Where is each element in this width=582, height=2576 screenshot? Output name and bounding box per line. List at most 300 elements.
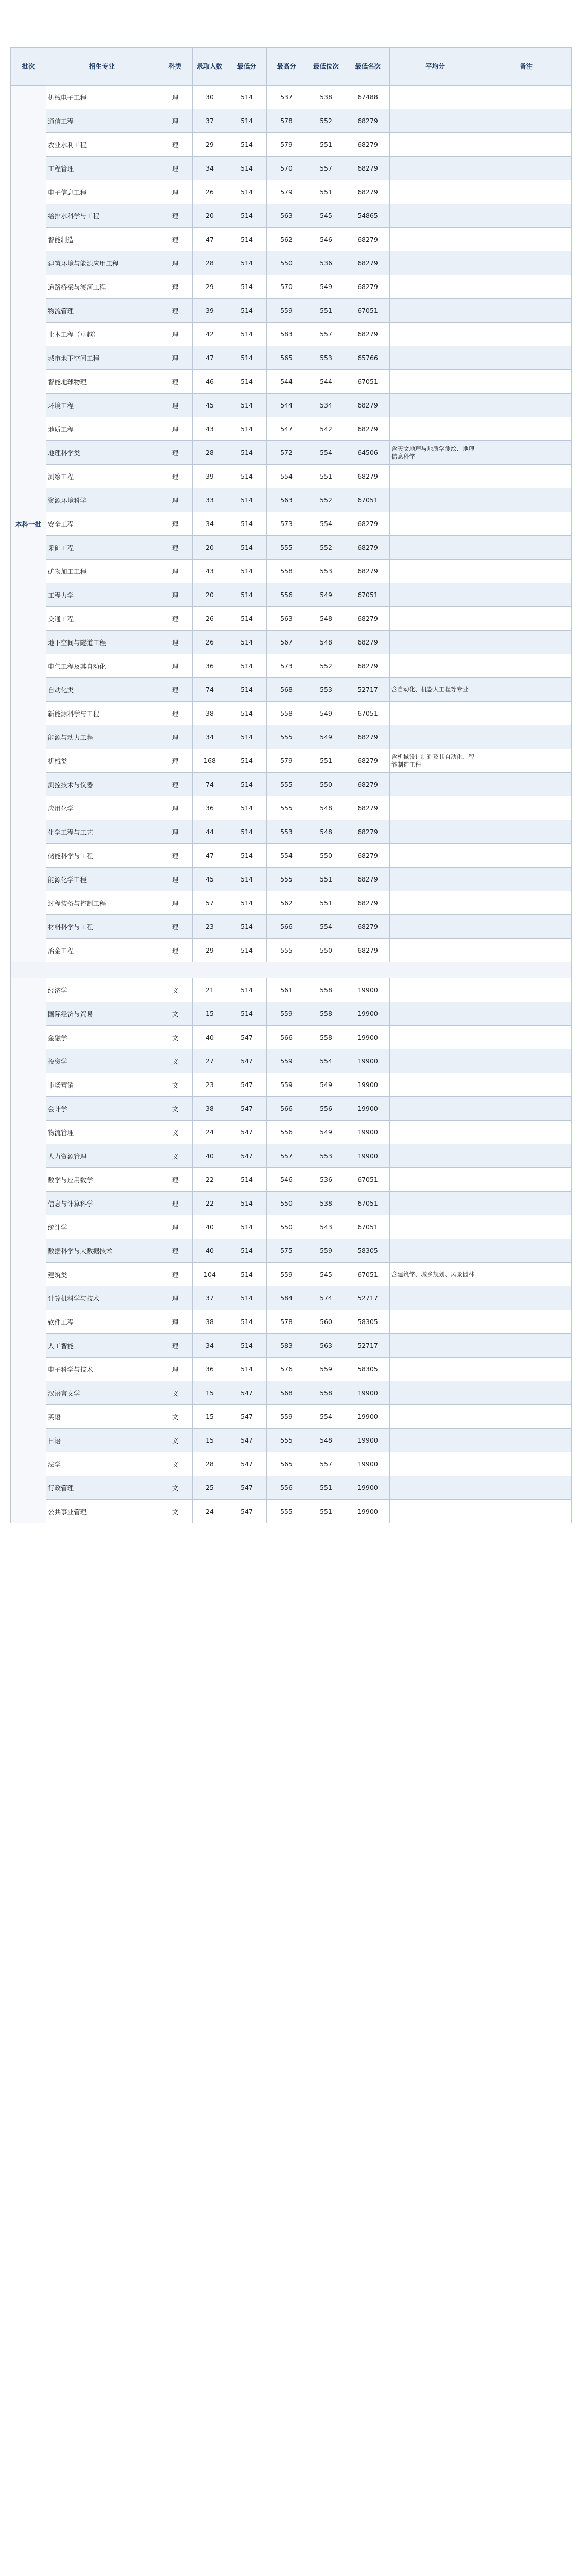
subject-cell: 文 [158, 1026, 193, 1049]
min-rank-cell: 68279 [346, 939, 390, 962]
table-row [11, 1263, 572, 1286]
min-rank-cell: 67051 [346, 1192, 390, 1215]
max-score-cell: 550 [267, 251, 306, 275]
min-rank-cell: 67051 [346, 1263, 390, 1286]
max-score-cell: 547 [267, 417, 306, 441]
rank-cell: 558 [306, 978, 346, 1002]
max-score-cell: 555 [267, 868, 306, 891]
max-score-cell: 561 [267, 978, 306, 1002]
rank-cell: 551 [306, 1500, 346, 1523]
subject-cell: 文 [158, 1405, 193, 1429]
major-cell: 金融学 [46, 1026, 158, 1049]
avg-cell [390, 228, 481, 251]
subject-cell: 理 [158, 891, 193, 915]
min-rank-cell: 68279 [346, 465, 390, 488]
subject-cell: 理 [158, 820, 193, 844]
plan-cell: 104 [193, 1263, 227, 1286]
avg-cell [390, 1097, 481, 1121]
major-cell: 智能地球物理 [46, 370, 158, 394]
rank-cell: 554 [306, 512, 346, 536]
major-cell: 数学与应用数学 [46, 1168, 158, 1192]
max-score-cell: 566 [267, 915, 306, 939]
max-score-cell: 556 [267, 583, 306, 607]
plan-cell: 34 [193, 157, 227, 180]
min-rank-cell: 19900 [346, 1097, 390, 1121]
plan-cell: 47 [193, 228, 227, 251]
table-row [11, 820, 572, 844]
avg-cell [390, 725, 481, 749]
min-rank-cell: 68279 [346, 157, 390, 180]
plan-cell: 38 [193, 702, 227, 725]
min-score-cell: 514 [227, 868, 267, 891]
table-row [11, 488, 572, 512]
min-score-cell: 514 [227, 323, 267, 346]
min-rank-cell: 68279 [346, 891, 390, 915]
min-score-cell: 514 [227, 251, 267, 275]
remark-cell [481, 228, 572, 251]
table-row [11, 228, 572, 251]
min-rank-cell: 19900 [346, 1144, 390, 1168]
subject-cell: 理 [158, 725, 193, 749]
rank-cell: 549 [306, 1121, 346, 1144]
min-rank-cell: 58305 [346, 1239, 390, 1263]
rank-cell: 545 [306, 204, 346, 228]
subject-cell: 理 [158, 1239, 193, 1263]
min-score-cell: 514 [227, 536, 267, 560]
subject-cell: 理 [158, 228, 193, 251]
avg-cell [390, 346, 481, 370]
min-rank-cell: 68279 [346, 275, 390, 299]
table-row [11, 1097, 572, 1121]
remark-cell [481, 1144, 572, 1168]
major-cell: 新能源科学与工程 [46, 702, 158, 725]
col-max: 最高分 [267, 48, 306, 86]
major-cell: 经济学 [46, 978, 158, 1002]
max-score-cell: 559 [267, 1405, 306, 1429]
min-score-cell: 547 [227, 1500, 267, 1523]
max-score-cell: 579 [267, 133, 306, 157]
table-row [11, 417, 572, 441]
plan-cell: 74 [193, 678, 227, 702]
plan-cell: 38 [193, 1310, 227, 1334]
max-score-cell: 583 [267, 1334, 306, 1358]
remark-cell [481, 417, 572, 441]
min-rank-cell: 19900 [346, 1500, 390, 1523]
plan-cell: 21 [193, 978, 227, 1002]
table-row [11, 844, 572, 868]
remark-cell [481, 844, 572, 868]
min-score-cell: 514 [227, 796, 267, 820]
rank-cell: 559 [306, 1239, 346, 1263]
avg-cell [390, 1452, 481, 1476]
remark-cell [481, 465, 572, 488]
major-cell: 投资学 [46, 1049, 158, 1073]
rank-cell: 551 [306, 180, 346, 204]
rank-cell: 548 [306, 1429, 346, 1452]
avg-cell [390, 1026, 481, 1049]
max-score-cell: 563 [267, 607, 306, 631]
table-row [11, 1121, 572, 1144]
table-row [11, 323, 572, 346]
subject-cell: 理 [158, 394, 193, 417]
min-score-cell: 514 [227, 1263, 267, 1286]
min-rank-cell: 68279 [346, 844, 390, 868]
major-cell: 建筑环境与能源应用工程 [46, 251, 158, 275]
plan-cell: 36 [193, 654, 227, 678]
min-score-cell: 514 [227, 394, 267, 417]
avg-cell [390, 1429, 481, 1452]
plan-cell: 29 [193, 939, 227, 962]
remark-cell [481, 1310, 572, 1334]
major-cell: 工程力学 [46, 583, 158, 607]
avg-cell [390, 583, 481, 607]
remark-cell [481, 1002, 572, 1026]
min-score-cell: 514 [227, 417, 267, 441]
major-cell: 信息与计算科学 [46, 1192, 158, 1215]
table-row [11, 370, 572, 394]
remark-cell [481, 1192, 572, 1215]
remark-cell [481, 915, 572, 939]
table-row [11, 891, 572, 915]
plan-cell: 168 [193, 749, 227, 773]
min-rank-cell: 19900 [346, 1429, 390, 1452]
plan-cell: 22 [193, 1168, 227, 1192]
major-cell: 法学 [46, 1452, 158, 1476]
plan-cell: 15 [193, 1381, 227, 1405]
remark-cell [481, 204, 572, 228]
avg-cell [390, 86, 481, 109]
plan-cell: 28 [193, 1452, 227, 1476]
remark-cell [481, 1215, 572, 1239]
subject-cell: 理 [158, 773, 193, 796]
min-rank-cell: 54865 [346, 204, 390, 228]
max-score-cell: 546 [267, 1168, 306, 1192]
min-score-cell: 514 [227, 978, 267, 1002]
avg-cell [390, 1002, 481, 1026]
subject-cell: 文 [158, 1097, 193, 1121]
subject-cell: 理 [158, 939, 193, 962]
min-score-cell: 514 [227, 1215, 267, 1239]
min-score-cell: 514 [227, 465, 267, 488]
plan-cell: 45 [193, 868, 227, 891]
table-row [11, 560, 572, 583]
major-cell: 电子科学与技术 [46, 1358, 158, 1381]
max-score-cell: 562 [267, 891, 306, 915]
table-body [11, 86, 572, 1523]
min-score-cell: 547 [227, 1381, 267, 1405]
major-cell: 测绘工程 [46, 465, 158, 488]
plan-cell: 30 [193, 86, 227, 109]
rank-cell: 549 [306, 583, 346, 607]
plan-cell: 34 [193, 725, 227, 749]
subject-cell: 文 [158, 1381, 193, 1405]
major-cell: 材料科学与工程 [46, 915, 158, 939]
subject-cell: 理 [158, 251, 193, 275]
max-score-cell: 556 [267, 1121, 306, 1144]
min-score-cell: 514 [227, 891, 267, 915]
min-score-cell: 514 [227, 844, 267, 868]
subject-cell: 理 [158, 607, 193, 631]
remark-cell [481, 512, 572, 536]
min-score-cell: 514 [227, 299, 267, 323]
major-cell: 物流管理 [46, 299, 158, 323]
max-score-cell: 558 [267, 702, 306, 725]
min-rank-cell: 64506 [346, 441, 390, 465]
remark-cell [481, 1334, 572, 1358]
max-score-cell: 559 [267, 1263, 306, 1286]
min-score-cell: 547 [227, 1026, 267, 1049]
max-score-cell: 555 [267, 536, 306, 560]
subject-cell: 理 [158, 749, 193, 773]
min-score-cell: 514 [227, 180, 267, 204]
table-row [11, 1002, 572, 1026]
major-cell: 储能科学与工程 [46, 844, 158, 868]
min-score-cell: 514 [227, 441, 267, 465]
major-cell: 土木工程（卓越） [46, 323, 158, 346]
min-score-cell: 514 [227, 607, 267, 631]
remark-cell [481, 157, 572, 180]
batch-cell: 本科一批 [11, 86, 46, 962]
min-rank-cell: 68279 [346, 251, 390, 275]
major-cell: 安全工程 [46, 512, 158, 536]
max-score-cell: 576 [267, 1358, 306, 1381]
rank-cell: 545 [306, 1263, 346, 1286]
rank-cell: 548 [306, 607, 346, 631]
avg-cell [390, 560, 481, 583]
min-score-cell: 514 [227, 702, 267, 725]
plan-cell: 40 [193, 1026, 227, 1049]
avg-cell [390, 1476, 481, 1500]
major-cell: 人力资源管理 [46, 1144, 158, 1168]
major-cell: 软件工程 [46, 1310, 158, 1334]
major-cell: 汉语言文学 [46, 1381, 158, 1405]
table-row [11, 1073, 572, 1097]
table-row [11, 678, 572, 702]
max-score-cell: 573 [267, 654, 306, 678]
rank-cell: 550 [306, 773, 346, 796]
remark-cell [481, 796, 572, 820]
subject-cell: 理 [158, 275, 193, 299]
avg-cell [390, 1334, 481, 1358]
min-score-cell: 547 [227, 1429, 267, 1452]
rank-cell: 552 [306, 536, 346, 560]
plan-cell: 27 [193, 1049, 227, 1073]
separator-cell [11, 962, 572, 978]
subject-cell: 文 [158, 1121, 193, 1144]
plan-cell: 29 [193, 133, 227, 157]
min-score-cell: 514 [227, 820, 267, 844]
min-score-cell: 514 [227, 678, 267, 702]
plan-cell: 40 [193, 1239, 227, 1263]
remark-cell [481, 1429, 572, 1452]
major-cell: 机械电子工程 [46, 86, 158, 109]
subject-cell: 理 [158, 133, 193, 157]
plan-cell: 37 [193, 1286, 227, 1310]
max-score-cell: 584 [267, 1286, 306, 1310]
major-cell: 矿物加工工程 [46, 560, 158, 583]
max-score-cell: 559 [267, 1002, 306, 1026]
plan-cell: 34 [193, 512, 227, 536]
avg-cell [390, 1286, 481, 1310]
table-row [11, 299, 572, 323]
plan-cell: 46 [193, 370, 227, 394]
min-score-cell: 547 [227, 1049, 267, 1073]
major-cell: 物流管理 [46, 1121, 158, 1144]
min-score-cell: 547 [227, 1476, 267, 1500]
min-rank-cell: 58305 [346, 1310, 390, 1334]
table-row [11, 631, 572, 654]
table-row [11, 1358, 572, 1381]
max-score-cell: 559 [267, 1073, 306, 1097]
avg-cell [390, 631, 481, 654]
subject-cell: 文 [158, 1500, 193, 1523]
subject-cell: 理 [158, 1215, 193, 1239]
remark-cell [481, 394, 572, 417]
major-cell: 农业水利工程 [46, 133, 158, 157]
remark-cell [481, 654, 572, 678]
max-score-cell: 563 [267, 204, 306, 228]
min-score-cell: 514 [227, 1334, 267, 1358]
avg-cell [390, 370, 481, 394]
avg-cell [390, 1405, 481, 1429]
avg-cell [390, 702, 481, 725]
major-cell: 数据科学与大数据技术 [46, 1239, 158, 1263]
max-score-cell: 554 [267, 465, 306, 488]
subject-cell: 理 [158, 346, 193, 370]
min-rank-cell: 19900 [346, 1026, 390, 1049]
major-cell: 英语 [46, 1405, 158, 1429]
avg-cell [390, 915, 481, 939]
plan-cell: 22 [193, 1192, 227, 1215]
min-rank-cell: 52717 [346, 1334, 390, 1358]
plan-cell: 34 [193, 1334, 227, 1358]
avg-cell [390, 133, 481, 157]
min-score-cell: 514 [227, 488, 267, 512]
min-score-cell: 514 [227, 915, 267, 939]
avg-cell [390, 1500, 481, 1523]
rank-cell: 550 [306, 939, 346, 962]
min-score-cell: 514 [227, 1192, 267, 1215]
major-cell: 计算机科学与技术 [46, 1286, 158, 1310]
table-row [11, 512, 572, 536]
min-score-cell: 514 [227, 275, 267, 299]
plan-cell: 20 [193, 583, 227, 607]
avg-cell: 含天文地理与地质学测绘、地理信息科学 [390, 441, 481, 465]
max-score-cell: 566 [267, 1097, 306, 1121]
avg-cell [390, 820, 481, 844]
table-row [11, 607, 572, 631]
remark-cell [481, 1239, 572, 1263]
major-cell: 给排水科学与工程 [46, 204, 158, 228]
table-row [11, 1192, 572, 1215]
major-cell: 建筑类 [46, 1263, 158, 1286]
subject-cell: 理 [158, 323, 193, 346]
min-score-cell: 547 [227, 1144, 267, 1168]
table-row [11, 1381, 572, 1405]
min-rank-cell: 52717 [346, 678, 390, 702]
rank-cell: 554 [306, 915, 346, 939]
col-major: 招生专业 [46, 48, 158, 86]
subject-cell: 理 [158, 299, 193, 323]
min-rank-cell: 19900 [346, 1002, 390, 1026]
avg-cell [390, 465, 481, 488]
avg-cell [390, 978, 481, 1002]
max-score-cell: 555 [267, 773, 306, 796]
major-cell: 统计学 [46, 1215, 158, 1239]
major-cell: 行政管理 [46, 1476, 158, 1500]
min-score-cell: 514 [227, 1168, 267, 1192]
rank-cell: 551 [306, 891, 346, 915]
plan-cell: 20 [193, 536, 227, 560]
plan-cell: 43 [193, 560, 227, 583]
plan-cell: 57 [193, 891, 227, 915]
remark-cell [481, 1168, 572, 1192]
remark-cell [481, 1500, 572, 1523]
remark-cell [481, 536, 572, 560]
rank-cell: 544 [306, 370, 346, 394]
plan-cell: 39 [193, 465, 227, 488]
min-score-cell: 514 [227, 86, 267, 109]
rank-cell: 534 [306, 394, 346, 417]
subject-cell: 理 [158, 536, 193, 560]
table-row [11, 441, 572, 465]
remark-cell [481, 1358, 572, 1381]
subject-cell: 理 [158, 1168, 193, 1192]
remark-cell [481, 607, 572, 631]
plan-cell: 39 [193, 299, 227, 323]
rank-cell: 551 [306, 465, 346, 488]
min-rank-cell: 19900 [346, 1073, 390, 1097]
plan-cell: 37 [193, 109, 227, 133]
subject-cell: 理 [158, 465, 193, 488]
rank-cell: 552 [306, 109, 346, 133]
remark-cell [481, 1121, 572, 1144]
max-score-cell: 554 [267, 844, 306, 868]
avg-cell [390, 654, 481, 678]
rank-cell: 546 [306, 228, 346, 251]
min-score-cell: 514 [227, 583, 267, 607]
max-score-cell: 550 [267, 1192, 306, 1215]
major-cell: 市场营销 [46, 1073, 158, 1097]
min-score-cell: 514 [227, 560, 267, 583]
min-score-cell: 514 [227, 157, 267, 180]
plan-cell: 36 [193, 796, 227, 820]
avg-cell: 含建筑学、城乡规划、风景园林 [390, 1263, 481, 1286]
subject-cell: 理 [158, 631, 193, 654]
plan-cell: 36 [193, 1358, 227, 1381]
rank-cell: 538 [306, 1192, 346, 1215]
max-score-cell: 559 [267, 1049, 306, 1073]
col-category: 批次 [11, 48, 46, 86]
remark-cell [481, 1026, 572, 1049]
min-rank-cell: 19900 [346, 1476, 390, 1500]
min-rank-cell: 19900 [346, 1121, 390, 1144]
min-rank-cell: 67051 [346, 488, 390, 512]
remark-cell [481, 1286, 572, 1310]
remark-cell [481, 749, 572, 773]
rank-cell: 558 [306, 1381, 346, 1405]
min-score-cell: 514 [227, 204, 267, 228]
subject-cell: 理 [158, 1263, 193, 1286]
remark-cell [481, 583, 572, 607]
plan-cell: 25 [193, 1476, 227, 1500]
plan-cell: 28 [193, 441, 227, 465]
max-score-cell: 555 [267, 1429, 306, 1452]
rank-cell: 552 [306, 488, 346, 512]
col-note: 备注 [481, 48, 572, 86]
table-row [11, 394, 572, 417]
max-score-cell: 579 [267, 180, 306, 204]
